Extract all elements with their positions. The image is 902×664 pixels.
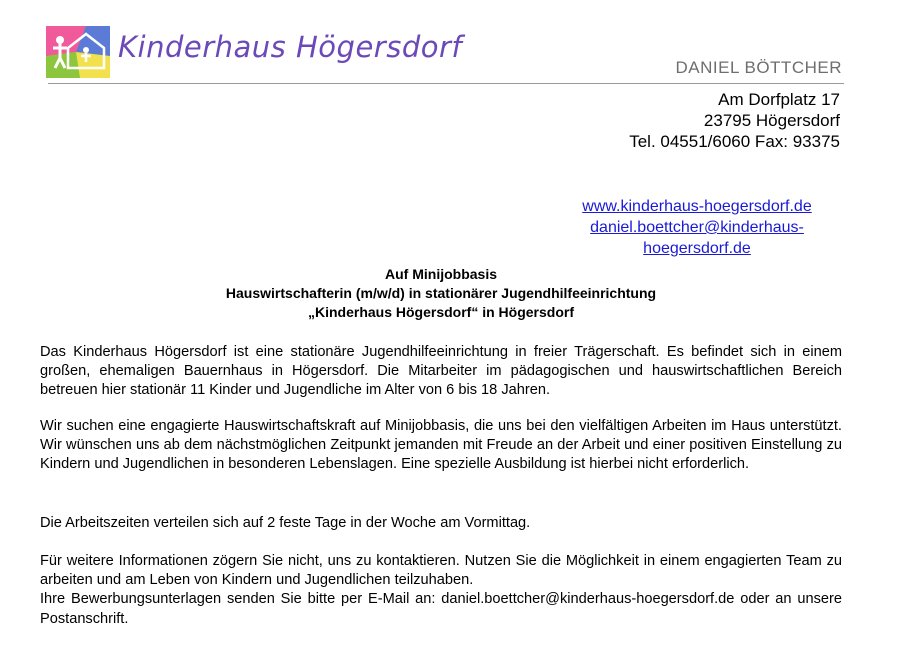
address-street: Am Dorfplatz 17 bbox=[718, 90, 840, 109]
job-title bbox=[40, 265, 842, 322]
paragraph-contact-text: Für weitere Informationen zögern Sie nicht, uns zu kontaktieren. Nutzen Sie die Möglichkeit in einem engagierten Team zu arbeiten und am Leben von Kindern und Jugendlichen teilzuhaben. bbox=[40, 553, 842, 589]
title-line-1: Auf Minijobbasis bbox=[385, 266, 497, 282]
contact-name: DANIEL BÖTTCHER bbox=[675, 58, 842, 77]
contact-links bbox=[560, 196, 834, 259]
title-line-2: Hauswirtschafterin (m/w/d) in stationärer Jugendhilfeeinrichtung bbox=[225, 285, 657, 301]
address-city: 23795 Högersdorf bbox=[703, 111, 840, 130]
title-line-3: „Kinderhaus Högersdorf“ in Högersdorf bbox=[307, 304, 575, 320]
brand-logotype: Kinderhaus Högersdorf bbox=[118, 30, 463, 64]
website-link[interactable]: www.kinderhaus-hoegersdorf.de bbox=[582, 198, 812, 215]
logo bbox=[46, 26, 110, 78]
address-phone: Tel. 04551/6060 Fax: 93375 bbox=[629, 132, 840, 151]
address-block bbox=[629, 89, 840, 152]
paragraph-contact bbox=[40, 552, 842, 629]
paragraph-intro: Das Kinderhaus Högersdorf ist eine stationäre Jugendhilfeeinrichtung in freier Trägerschaft. Es befindet sich in einem großen, ehemaligen Bauernhaus in Högersdorf. Die Mitarbeiter im pädagogischen und hauswirtschaftlichen Bereich betreuen hier stationär 11 Kinder und Jugendliche im Alter von 6 bis 18 Jahren. bbox=[40, 344, 842, 399]
paragraph-application: Ihre Bewerbungsunterlagen senden Sie bitte per E-Mail an: daniel.boettcher@kinderhaus-hoegersdorf.de oder an unsere Postanschrift. bbox=[40, 591, 842, 627]
paragraph-search: Wir suchen eine engagierte Hauswirtschaftskraft auf Minijobbasis, die uns bei den vielfältigen Arbeiten im Haus unterstützt. Wir wünschen uns ab dem nächstmöglichen Zeitpunkt jemanden mit Freude an der Arbeit und einer positiven Einstellung zu Kindern und Jugendlichen in besonderen Lebenslagen. Eine spezielle Ausbildung ist hierbei nicht erforderlich. bbox=[40, 418, 842, 473]
paragraph-hours: Die Arbeitszeiten verteilen sich auf 2 feste Tage in der Woche am Vormittag. bbox=[40, 515, 531, 531]
email-link-part1[interactable]: daniel.boettcher@kinderhaus- bbox=[590, 219, 804, 236]
header-divider bbox=[48, 83, 844, 84]
email-link-part2[interactable]: hoegersdorf.de bbox=[643, 240, 751, 257]
